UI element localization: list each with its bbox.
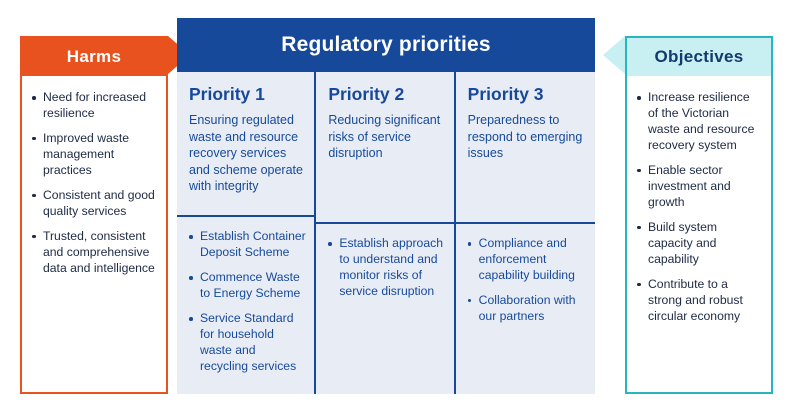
harms-panel	[20, 36, 168, 394]
priority-2-actions	[316, 224, 453, 394]
priority-column-1	[177, 72, 316, 394]
list-item: Establish Container Deposit Scheme	[189, 229, 306, 261]
regulatory-priorities-panel	[177, 18, 595, 394]
list-item: Build system capacity and capability	[637, 220, 763, 268]
priority-column-2	[316, 72, 455, 394]
priority-1-heading: Priority 1	[189, 84, 265, 104]
list-item: Trusted, consistent and comprehensive data and intelligence	[32, 229, 158, 277]
priority-3-description: Preparedness to respond to emerging issues	[467, 113, 583, 161]
list-item: Collaboration with our partners	[468, 293, 587, 325]
priority-3-summary	[456, 72, 595, 224]
list-item: Need for increased resilience	[32, 90, 158, 122]
priority-2-heading: Priority 2	[328, 84, 405, 104]
priority-3-heading: Priority 3	[467, 84, 544, 104]
objectives-panel	[625, 36, 773, 394]
harms-title: Harms	[22, 38, 166, 76]
list-item: Compliance and enforcement capability building	[468, 236, 587, 284]
list-item: Service Standard for household waste and recycling services	[189, 311, 306, 375]
priority-column-3	[456, 72, 595, 394]
priority-1-actions	[177, 217, 314, 394]
harms-list	[22, 76, 166, 296]
list-item: Contribute to a strong and robust circular economy	[637, 277, 763, 325]
priority-3-actions	[456, 224, 595, 394]
list-item: Commence Waste to Energy Scheme	[189, 270, 306, 302]
objectives-arrow-icon	[603, 36, 625, 74]
priority-1-summary	[177, 72, 314, 217]
priority-2-description: Reducing significant risks of service disruption	[328, 113, 441, 161]
priority-2-summary	[316, 72, 453, 224]
list-item: Consistent and good quality services	[32, 188, 158, 220]
priorities-row	[177, 72, 595, 394]
objectives-title: Objectives	[627, 38, 771, 76]
page-title: Regulatory priorities	[177, 18, 595, 72]
list-item: Improved waste management practices	[32, 131, 158, 179]
list-item: Increase resilience of the Victorian waste and resource recovery system	[637, 90, 763, 154]
list-item: Enable sector investment and growth	[637, 163, 763, 211]
priority-1-description: Ensuring regulated waste and resource recovery services and scheme operate with integrity	[189, 113, 303, 194]
objectives-list	[627, 76, 771, 344]
list-item: Establish approach to understand and monitor risks of service disruption	[328, 236, 445, 300]
